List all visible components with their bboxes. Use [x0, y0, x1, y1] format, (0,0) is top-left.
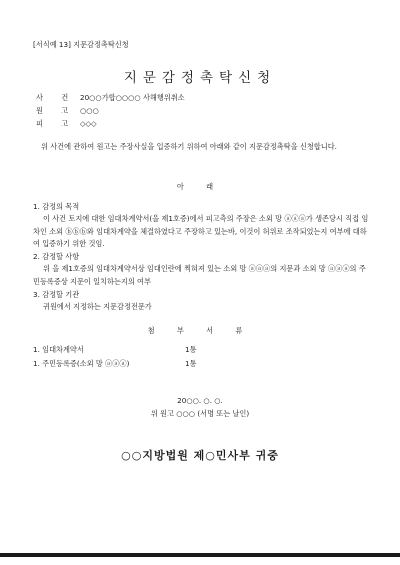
section-heading: 아 래 — [176, 182, 224, 191]
agency-text: 귀원에서 지정하는 지문감정전문가 — [43, 302, 152, 311]
signature-date: 20○○. ○. ○. — [177, 396, 223, 405]
defendant-label: 피 고 — [36, 119, 77, 128]
agency-title: 3. 감정할 기관 — [33, 290, 80, 299]
plaintiff-label: 원 고 — [36, 106, 77, 115]
defendant-value: ◇◇◇ — [80, 119, 97, 128]
attachment-item — [33, 345, 84, 355]
attachments-heading: 첨 부 서 류 — [147, 326, 253, 335]
items-title: 2. 감정할 사항 — [33, 252, 80, 261]
attachment-item — [33, 359, 129, 369]
items-text: 위 을 제1호증의 임대차계약서상 임대인란에 찍혀져 있는 소외 망 ⓐⓐⓐ의 지문과 소외 망 ⓐⓐⓐ의 주민등록증상 지문이 일치하는지의 여부 — [33, 264, 366, 286]
case-row — [36, 93, 185, 103]
court-addressee: ○○지방법원 제○민사부 귀중 — [121, 449, 279, 462]
document-title: 지문감정촉탁신청 — [123, 70, 277, 86]
page-bottom-rule — [0, 553, 400, 557]
attachment-label: 1. 임대차계약서 — [33, 345, 84, 354]
attachment-count: 1통 — [185, 359, 197, 368]
attachment-label: 1. 주민등록증(소외 망 ⓐⓐⓐ) — [33, 359, 130, 368]
form-number: [서식예 13] 지문감정촉탁신청 — [33, 40, 129, 49]
purpose-title: 1. 감정의 목적 — [33, 202, 80, 211]
signature-signer: 위 원고 ○○○ (서명 또는 날인) — [150, 409, 250, 418]
defendant-row — [36, 119, 97, 129]
intro-paragraph: 위 사건에 관하여 원고는 주장사실을 입증하기 위하여 아래와 같이 지문감정촉탁을 신청합니다. — [41, 142, 337, 151]
attachment-count: 1통 — [185, 345, 197, 354]
plaintiff-row — [36, 106, 99, 116]
plaintiff-value: ○○○ — [80, 106, 99, 115]
purpose-text: 이 사건 토지에 대한 임대차계약서(을 제1호증)에서 피고측의 주장은 소외 망 ⓐⓐⓐ가 생존당시 직접 임차인 소외 ⓑⓑⓑ와 임대차계약을 체결하였다고 주장하고 있는바, 이것이 허위로 조작되었는지 여부에 대하여 입증하기 위한 것임. — [33, 214, 369, 248]
case-value: 20○○가합○○○○ 사해행위취소 — [80, 93, 185, 102]
case-label: 사 건 — [36, 93, 77, 102]
